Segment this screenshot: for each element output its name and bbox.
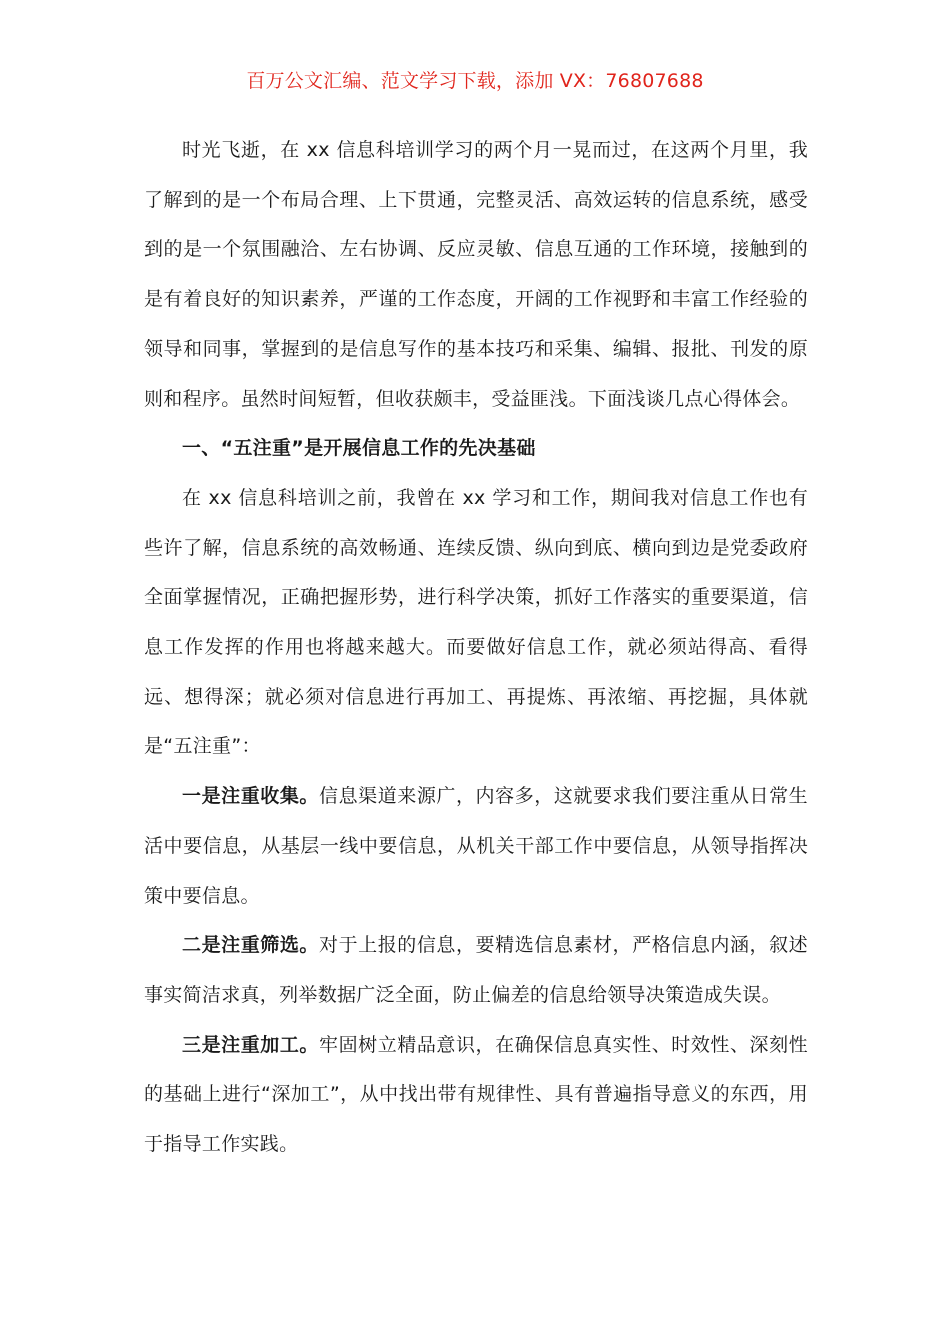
point-text: 牢固树立精品意识，在确保信息真实性、时效性、深刻性的基础上进行“深加工”，从中找出带有规律性、具有普遍指导意义的东西，用于指导工作实践。: [144, 1033, 808, 1156]
document-body: [144, 126, 808, 1170]
header-banner: 百万公文汇编、范文学习下载，添加 VX：76807688: [246, 70, 704, 92]
point-lead: 三是注重加工。: [182, 1033, 319, 1056]
point-lead: 一是注重收集。: [182, 785, 319, 808]
intro-paragraph: 时光飞逝，在 xx 信息科培训学习的两个月一晃而过，在这两个月里，我了解到的是一个布局合理、上下贯通，完整灵活、高效运转的信息系统，感受到的是一个氛围融洽、左右协调、反应灵敏、信息互通的工作环境，接触到的是有着良好的知识素养，严谨的工作态度，开阔的工作视野和丰富工作经验的领导和同事，掌握到的是信息写作的基本技巧和采集、编辑、报批、刊发的原则和程序。虽然时间短暂，但收获颇丰，受益匪浅。下面浅谈几点心得体会。: [144, 139, 808, 410]
point-lead: 二是注重筛选。: [182, 934, 319, 957]
point-paragraph-3: [144, 1021, 808, 1170]
point-paragraph-2: [144, 921, 808, 1020]
section-heading: 一、“五注重”是开展信息工作的先决基础: [182, 437, 536, 460]
point-text: 信息渠道来源广，内容多，这就要求我们要注重从日常生活中要信息，从基层一线中要信息，从机关干部工作中要信息，从领导指挥决策中要信息。: [144, 785, 808, 907]
point-paragraph-1: [144, 772, 808, 921]
section-paragraph: 在 xx 信息科培训之前，我曾在 xx 学习和工作，期间我对信息工作也有些许了解，信息系统的高效畅通、连续反馈、纵向到底、横向到边是党委政府全面掌握情况，正确把握形势，进行科学决策，抓好工作落实的重要渠道，信息工作发挥的作用也将越来越大。而要做好信息工作，就必须站得高、看得远、想得深；就必须对信息进行再加工、再提炼、再浓缩、再挖掘，具体就是“五注重”：: [144, 486, 808, 758]
point-text: 对于上报的信息，要精选信息素材，严格信息内涵，叙述事实简洁求真，列举数据广泛全面，防止偏差的信息给领导决策造成失误。: [144, 934, 808, 1006]
